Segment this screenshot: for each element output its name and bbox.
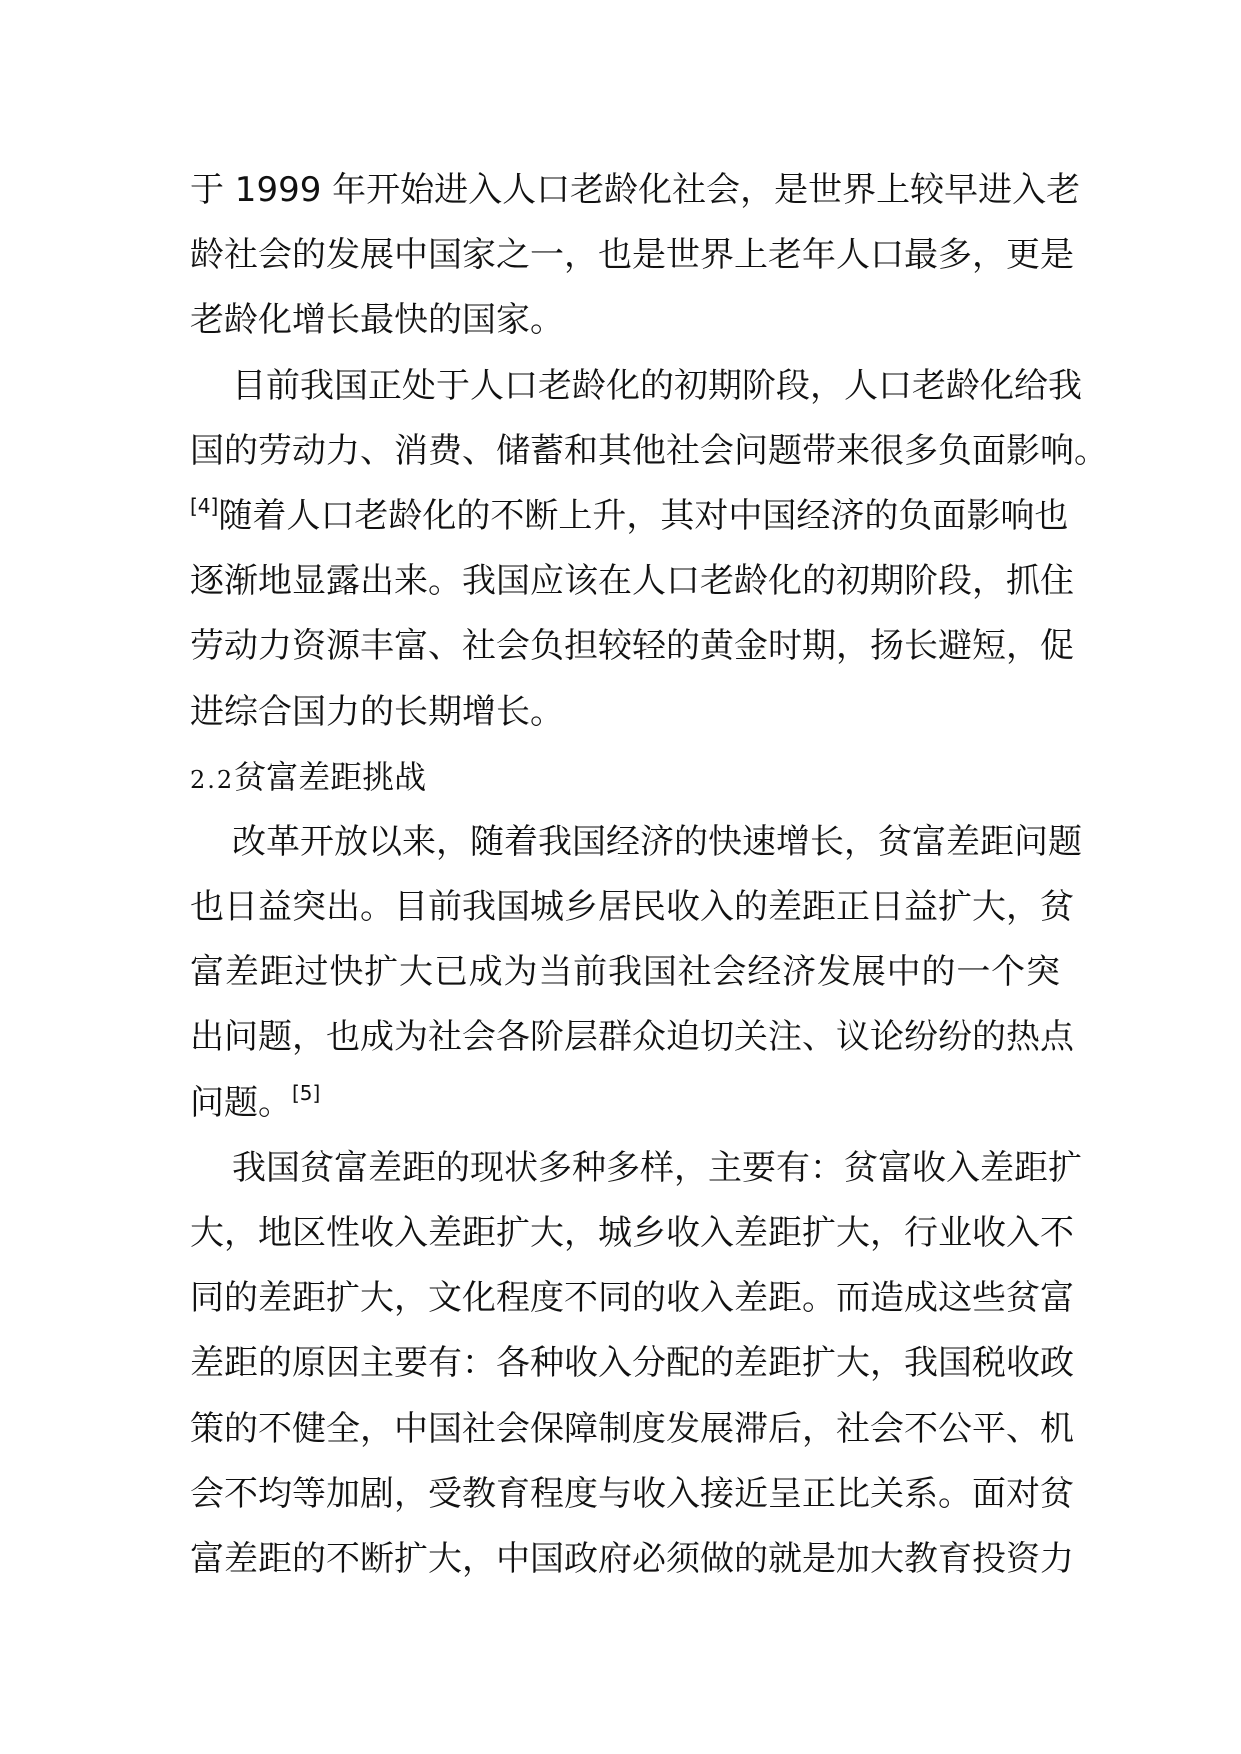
paragraph <box>190 158 1081 354</box>
text-line: 会不均等加剧，受教育程度与收入接近呈正比关系。面对贫 <box>190 1473 1074 1514</box>
text-line: 进综合国力的长期增长。 <box>190 691 564 732</box>
text-line: 逐渐地显露出来。我国应该在人口老龄化的初期阶段，抓住 <box>190 561 1074 602</box>
section-heading <box>190 745 1060 810</box>
citation-marker: [4] <box>190 493 219 518</box>
text-line <box>190 484 1069 549</box>
paragraph <box>190 1136 1082 1592</box>
text-line: 差距的原因主要有：各种收入分配的差距扩大，我国税收政 <box>190 1343 1074 1384</box>
text-line: 目前我国正处于人口老龄化的初期阶段，人口老龄化给我 <box>232 365 1082 406</box>
text-line: 出问题，也成为社会各阶层群众迫切关注、议论纷纷的热点 <box>190 1017 1074 1058</box>
text-line: 策的不健全，中国社会保障制度发展滞后，社会不公平、机 <box>190 1408 1074 1449</box>
paragraph <box>190 354 1108 745</box>
text-line: 同的差距扩大，文化程度不同的收入差距。而造成这些贫富 <box>190 1278 1074 1319</box>
text-line: 富差距的不断扩大，中国政府必须做的就是加大教育投资力 <box>190 1538 1074 1579</box>
text-line: 改革开放以来，随着我国经济的快速增长，贫富差距问题 <box>232 821 1082 862</box>
paragraph <box>190 810 1082 1136</box>
text-line: 龄社会的发展中国家之一，也是世界上老年人口最多，更是 <box>190 235 1074 276</box>
citation-marker: [5] <box>292 1080 321 1105</box>
text-line: 富差距过快扩大已成为当前我国社会经济发展中的一个突 <box>190 952 1060 993</box>
text-line <box>190 1071 1060 1136</box>
text-line: 劳动力资源丰富、社会负担较轻的黄金时期，扬长避短，促 <box>190 626 1074 667</box>
text-line: 老龄化增长最快的国家。 <box>190 300 564 341</box>
section-number: 2.2 <box>190 765 235 794</box>
document-page <box>190 158 1108 1592</box>
text-line: 国的劳动力、消费、储蓄和其他社会问题带来很多负面影响。 <box>190 430 1108 471</box>
section-title: 贫富差距挑战 <box>234 757 427 796</box>
text-span: 问题。 <box>190 1082 292 1123</box>
text-line: 大，地区性收入差距扩大，城乡收入差距扩大，行业收入不 <box>190 1213 1074 1253</box>
text-line: 于 1999 年开始进入人口老龄化社会，是世界上较早进入老 <box>190 170 1081 210</box>
text-line: 也日益突出。目前我国城乡居民收入的差距正日益扩大，贫 <box>190 887 1074 928</box>
text-line: 我国贫富差距的现状多种多样，主要有：贫富收入差距扩 <box>232 1147 1082 1188</box>
text-span: 随着人口老龄化的不断上升，其对中国经济的负面影响也 <box>218 495 1069 536</box>
